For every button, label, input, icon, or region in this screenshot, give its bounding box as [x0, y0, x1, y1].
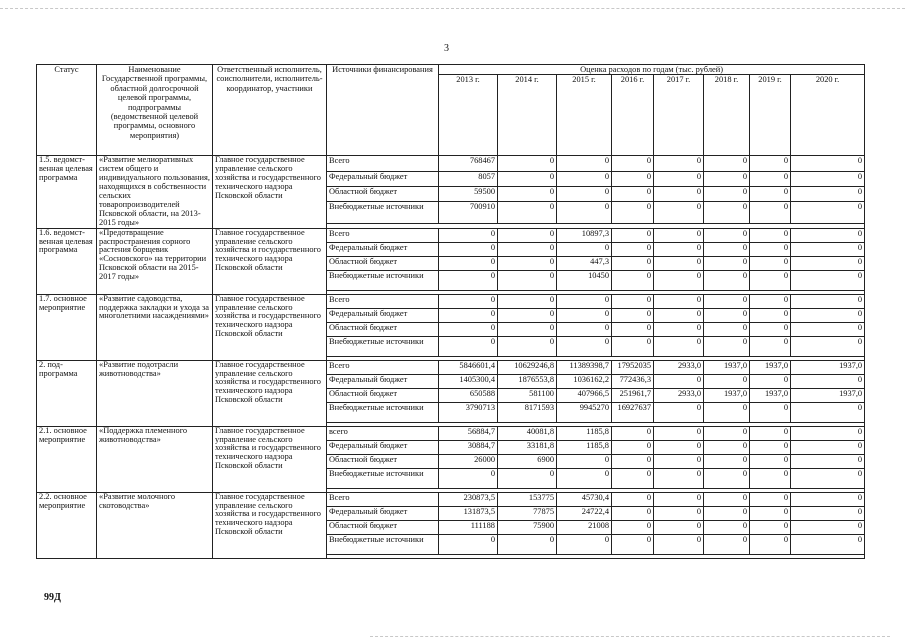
table-row: [37, 294, 865, 308]
row-value: 0: [750, 322, 791, 336]
row-value: 1937,0: [791, 360, 865, 374]
row-value: 0: [612, 202, 654, 224]
row-value: 0: [704, 171, 750, 186]
row-value: 0: [439, 336, 498, 356]
row-value: 0: [439, 294, 498, 308]
table-row: [37, 156, 865, 171]
row-value: 0: [704, 520, 750, 534]
row-value: 33181,8: [498, 440, 557, 454]
row-value: 0: [704, 454, 750, 468]
row-value: 0: [791, 506, 865, 520]
row-source: Областной бюджет: [327, 187, 439, 202]
row-value: 0: [791, 270, 865, 290]
row-value: 8171593: [498, 402, 557, 422]
row-value: 1185,8: [557, 426, 612, 440]
row-value: 0: [498, 171, 557, 186]
row-value: 0: [791, 454, 865, 468]
row-value: 447,3: [557, 256, 612, 270]
row-value: 26000: [439, 454, 498, 468]
row-source: Внебюджетные источники: [327, 468, 439, 488]
row-status: 2.1. основное мероприятие: [37, 426, 97, 492]
row-value: 0: [557, 322, 612, 336]
row-value: 0: [704, 228, 750, 242]
row-value: 0: [750, 468, 791, 488]
row-value: 1937,0: [704, 360, 750, 374]
row-value: 45730,4: [557, 492, 612, 506]
row-value: 131873,5: [439, 506, 498, 520]
row-value: 0: [654, 202, 704, 224]
row-value: 0: [791, 336, 865, 356]
row-value: 700910: [439, 202, 498, 224]
row-value: 0: [439, 270, 498, 290]
row-value: 3790713: [439, 402, 498, 422]
row-source: Областной бюджет: [327, 454, 439, 468]
row-source: Областной бюджет: [327, 388, 439, 402]
row-name: «Развитие молочного скотоводства»: [97, 492, 213, 558]
expenditure-table: [36, 64, 865, 559]
row-value: 0: [704, 242, 750, 256]
row-value: 0: [612, 336, 654, 356]
row-value: 0: [750, 440, 791, 454]
row-value: 0: [750, 171, 791, 186]
row-value: 0: [439, 256, 498, 270]
row-value: 0: [750, 187, 791, 202]
header-years-title: Оценка расходов по годам (тыс. рублей): [439, 65, 865, 75]
row-value: 10629246,8: [498, 360, 557, 374]
header-year: 2013 г.: [439, 75, 498, 156]
row-value: 0: [791, 202, 865, 224]
row-value: 0: [654, 256, 704, 270]
row-value: 0: [704, 506, 750, 520]
row-source: Всего: [327, 228, 439, 242]
row-value: 0: [704, 308, 750, 322]
row-value: 0: [612, 534, 654, 554]
row-value: 0: [791, 322, 865, 336]
row-value: 0: [498, 336, 557, 356]
row-value: 0: [791, 374, 865, 388]
row-value: 40081,8: [498, 426, 557, 440]
row-value: 0: [612, 228, 654, 242]
row-name: «Предотвращение распространения сорного растения борщевик «Сосновского» на территории Псковской области на 2015-2017 годы»: [97, 228, 213, 294]
row-value: 0: [791, 534, 865, 554]
row-value: 0: [557, 187, 612, 202]
row-source: Внебюджетные источники: [327, 336, 439, 356]
header-year: 2018 г.: [704, 75, 750, 156]
row-value: 0: [791, 520, 865, 534]
row-value: 153775: [498, 492, 557, 506]
row-value: 0: [704, 426, 750, 440]
row-value: 17952035: [612, 360, 654, 374]
row-value: 772436,3: [612, 374, 654, 388]
row-responsible: Главное государственное управление сельского хозяйства и государственного технического надзора Псковской области: [213, 492, 327, 558]
row-value: 650588: [439, 388, 498, 402]
row-value: 0: [557, 454, 612, 468]
row-value: 0: [654, 270, 704, 290]
row-value: 0: [704, 374, 750, 388]
row-value: 0: [704, 534, 750, 554]
row-value: 0: [612, 187, 654, 202]
row-value: 0: [750, 242, 791, 256]
footer-code: 99Д: [44, 592, 61, 603]
row-value: 0: [654, 242, 704, 256]
row-value: 0: [654, 322, 704, 336]
row-value: 0: [750, 156, 791, 171]
row-value: 16927637: [612, 402, 654, 422]
row-value: 0: [612, 506, 654, 520]
row-value: 0: [791, 426, 865, 440]
row-value: 0: [750, 336, 791, 356]
row-name: «Развитие подотрасли животноводства»: [97, 360, 213, 426]
row-value: 0: [439, 242, 498, 256]
row-value: 2933,0: [654, 388, 704, 402]
table-body: [37, 156, 865, 558]
row-value: 0: [654, 374, 704, 388]
row-value: 111188: [439, 520, 498, 534]
row-value: 0: [704, 256, 750, 270]
scan-edge-bottom: [370, 636, 890, 637]
row-value: 0: [498, 468, 557, 488]
row-name: «Развитие садоводства, поддержка закладки и ухода за многолетними насаждениями»: [97, 294, 213, 360]
row-source: Всего: [327, 156, 439, 171]
row-value: 0: [557, 171, 612, 186]
row-source: Областной бюджет: [327, 256, 439, 270]
table-row: [37, 492, 865, 506]
row-value: 0: [612, 156, 654, 171]
row-value: 1937,0: [704, 388, 750, 402]
row-value: 251961,7: [612, 388, 654, 402]
row-value: 0: [557, 156, 612, 171]
row-value: 0: [612, 256, 654, 270]
table-row: [37, 360, 865, 374]
table-row: [37, 426, 865, 440]
row-value: 0: [791, 468, 865, 488]
row-value: 0: [439, 308, 498, 322]
row-value: 0: [704, 187, 750, 202]
row-value: 0: [557, 468, 612, 488]
row-status: 2. под-программа: [37, 360, 97, 426]
row-source: Федеральный бюджет: [327, 308, 439, 322]
row-value: 0: [498, 534, 557, 554]
row-value: 0: [654, 534, 704, 554]
row-responsible: Главное государственное управление сельского хозяйства и государственного технического надзора Псковской области: [213, 294, 327, 360]
row-value: 0: [654, 336, 704, 356]
spacer-cell: [327, 554, 865, 558]
row-value: 0: [612, 440, 654, 454]
row-value: 1937,0: [750, 360, 791, 374]
row-responsible: Главное государственное управление сельского хозяйства и государственного технического надзора Псковской области: [213, 360, 327, 426]
row-value: 1876553,8: [498, 374, 557, 388]
row-value: 0: [750, 228, 791, 242]
row-value: 8057: [439, 171, 498, 186]
row-value: 581100: [498, 388, 557, 402]
row-value: 0: [654, 294, 704, 308]
row-value: 0: [498, 202, 557, 224]
row-value: 0: [557, 308, 612, 322]
row-value: 1405300,4: [439, 374, 498, 388]
header-year: 2020 г.: [791, 75, 865, 156]
row-responsible: Главное государственное управление сельского хозяйства и государственного технического надзора Псковской области: [213, 426, 327, 492]
row-value: 0: [704, 492, 750, 506]
row-value: 0: [791, 228, 865, 242]
row-value: 0: [654, 308, 704, 322]
row-value: 0: [750, 270, 791, 290]
header-year: 2017 г.: [654, 75, 704, 156]
row-value: 0: [704, 468, 750, 488]
row-value: 0: [750, 374, 791, 388]
row-value: 768467: [439, 156, 498, 171]
row-value: 0: [654, 156, 704, 171]
page-number: 3: [444, 43, 449, 54]
row-value: 0: [498, 308, 557, 322]
row-value: 0: [612, 308, 654, 322]
row-value: 0: [750, 506, 791, 520]
row-value: 0: [791, 171, 865, 186]
row-value: 0: [791, 256, 865, 270]
row-value: 0: [557, 534, 612, 554]
row-value: 0: [654, 440, 704, 454]
row-value: 0: [791, 308, 865, 322]
row-value: 0: [791, 187, 865, 202]
table-row: [37, 228, 865, 242]
row-value: 10897,3: [557, 228, 612, 242]
row-name: «Поддержка племенного животноводства»: [97, 426, 213, 492]
row-value: 0: [791, 440, 865, 454]
header-name: Наименование Государственной программы, областной долгосрочной целевой программы, подпрограммы (ведомственной целевой программы, основного мероприятия): [97, 65, 213, 156]
row-value: 0: [557, 202, 612, 224]
row-value: 230873,5: [439, 492, 498, 506]
row-responsible: Главное государственное управление сельского хозяйства и государственного технического надзора Псковской области: [213, 228, 327, 294]
row-value: 56884,7: [439, 426, 498, 440]
row-value: 0: [439, 322, 498, 336]
row-value: 0: [750, 256, 791, 270]
row-source: Внебюджетные источники: [327, 270, 439, 290]
row-value: 0: [750, 308, 791, 322]
row-value: 0: [791, 492, 865, 506]
row-name: «Развитие мелиоративных систем общего и индивидуального пользования, находящихся в собственности сельских товаропроизводителей Псковской области, на 2013-2015 годы»: [97, 156, 213, 228]
row-status: 1.6. ведомст-венная целевая программа: [37, 228, 97, 294]
row-value: 0: [498, 242, 557, 256]
header-year: 2015 г.: [557, 75, 612, 156]
row-value: 0: [498, 256, 557, 270]
row-source: Внебюджетные источники: [327, 202, 439, 224]
row-value: 0: [612, 270, 654, 290]
row-responsible: Главное государственное управление сельского хозяйства и государственного технического надзора Псковской области: [213, 156, 327, 228]
row-value: 0: [498, 322, 557, 336]
row-source: Федеральный бюджет: [327, 440, 439, 454]
row-value: 0: [612, 454, 654, 468]
row-source: Областной бюджет: [327, 322, 439, 336]
row-value: 1185,8: [557, 440, 612, 454]
row-value: 0: [654, 402, 704, 422]
row-value: 1937,0: [791, 388, 865, 402]
header-year: 2016 г.: [612, 75, 654, 156]
row-value: 0: [498, 294, 557, 308]
row-status: 1.5. ведомст-венная целевая программа: [37, 156, 97, 228]
row-value: 0: [557, 294, 612, 308]
row-value: 0: [750, 454, 791, 468]
row-value: 0: [612, 426, 654, 440]
row-value: 0: [704, 294, 750, 308]
row-source: Всего: [327, 294, 439, 308]
row-value: 21008: [557, 520, 612, 534]
row-source: Внебюджетные источники: [327, 534, 439, 554]
row-value: 0: [654, 228, 704, 242]
row-value: 0: [654, 426, 704, 440]
row-value: 30884,7: [439, 440, 498, 454]
row-source: Федеральный бюджет: [327, 171, 439, 186]
row-value: 0: [612, 520, 654, 534]
row-value: 0: [750, 520, 791, 534]
header-sources: Источники финансирования: [327, 65, 439, 156]
row-source: Внебюджетные источники: [327, 402, 439, 422]
row-value: 0: [704, 402, 750, 422]
row-value: 6900: [498, 454, 557, 468]
row-value: 0: [498, 228, 557, 242]
row-value: 0: [704, 202, 750, 224]
header-status: Статус: [37, 65, 97, 156]
row-value: 1937,0: [750, 388, 791, 402]
row-value: 0: [750, 402, 791, 422]
table-header: [37, 65, 865, 156]
row-value: 24722,4: [557, 506, 612, 520]
row-value: 0: [750, 426, 791, 440]
row-value: 0: [791, 402, 865, 422]
row-value: 0: [612, 171, 654, 186]
row-source: всего: [327, 426, 439, 440]
row-value: 0: [557, 336, 612, 356]
row-value: 1036162,2: [557, 374, 612, 388]
row-source: Областной бюджет: [327, 520, 439, 534]
row-value: 5846601,4: [439, 360, 498, 374]
row-value: 0: [704, 336, 750, 356]
row-value: 0: [791, 156, 865, 171]
row-value: 77875: [498, 506, 557, 520]
row-status: 1.7. основное мероприятие: [37, 294, 97, 360]
row-value: 0: [704, 322, 750, 336]
row-value: 0: [439, 534, 498, 554]
row-value: 0: [750, 202, 791, 224]
row-value: 0: [612, 492, 654, 506]
row-source: Всего: [327, 492, 439, 506]
row-value: 0: [654, 506, 704, 520]
row-value: 407966,5: [557, 388, 612, 402]
row-value: 0: [612, 242, 654, 256]
row-value: 0: [498, 156, 557, 171]
row-value: 0: [750, 492, 791, 506]
row-source: Федеральный бюджет: [327, 506, 439, 520]
row-source: Федеральный бюджет: [327, 374, 439, 388]
row-value: 10450: [557, 270, 612, 290]
header-year: 2019 г.: [750, 75, 791, 156]
row-value: 0: [654, 187, 704, 202]
row-value: 0: [498, 187, 557, 202]
row-value: 0: [654, 492, 704, 506]
row-source: Федеральный бюджет: [327, 242, 439, 256]
row-value: 0: [498, 270, 557, 290]
row-value: 0: [612, 468, 654, 488]
row-value: 11389398,7: [557, 360, 612, 374]
row-value: 0: [654, 171, 704, 186]
row-value: 0: [612, 294, 654, 308]
row-value: 0: [704, 440, 750, 454]
row-source: Всего: [327, 360, 439, 374]
row-value: 0: [439, 228, 498, 242]
row-value: 0: [654, 520, 704, 534]
row-value: 9945270: [557, 402, 612, 422]
row-value: 0: [612, 322, 654, 336]
scan-edge-top: [0, 8, 905, 9]
row-value: 0: [654, 468, 704, 488]
header-responsible: Ответственный исполнитель, соисполнители, исполнитель-координатор, участники: [213, 65, 327, 156]
row-value: 0: [750, 294, 791, 308]
row-value: 2933,0: [654, 360, 704, 374]
row-value: 59500: [439, 187, 498, 202]
row-value: 0: [439, 468, 498, 488]
row-status: 2.2. основное мероприятие: [37, 492, 97, 558]
row-value: 0: [791, 242, 865, 256]
row-value: 75900: [498, 520, 557, 534]
row-value: 0: [791, 294, 865, 308]
row-value: 0: [557, 242, 612, 256]
row-value: 0: [654, 454, 704, 468]
header-year: 2014 г.: [498, 75, 557, 156]
row-value: 0: [704, 270, 750, 290]
row-value: 0: [750, 534, 791, 554]
row-value: 0: [704, 156, 750, 171]
